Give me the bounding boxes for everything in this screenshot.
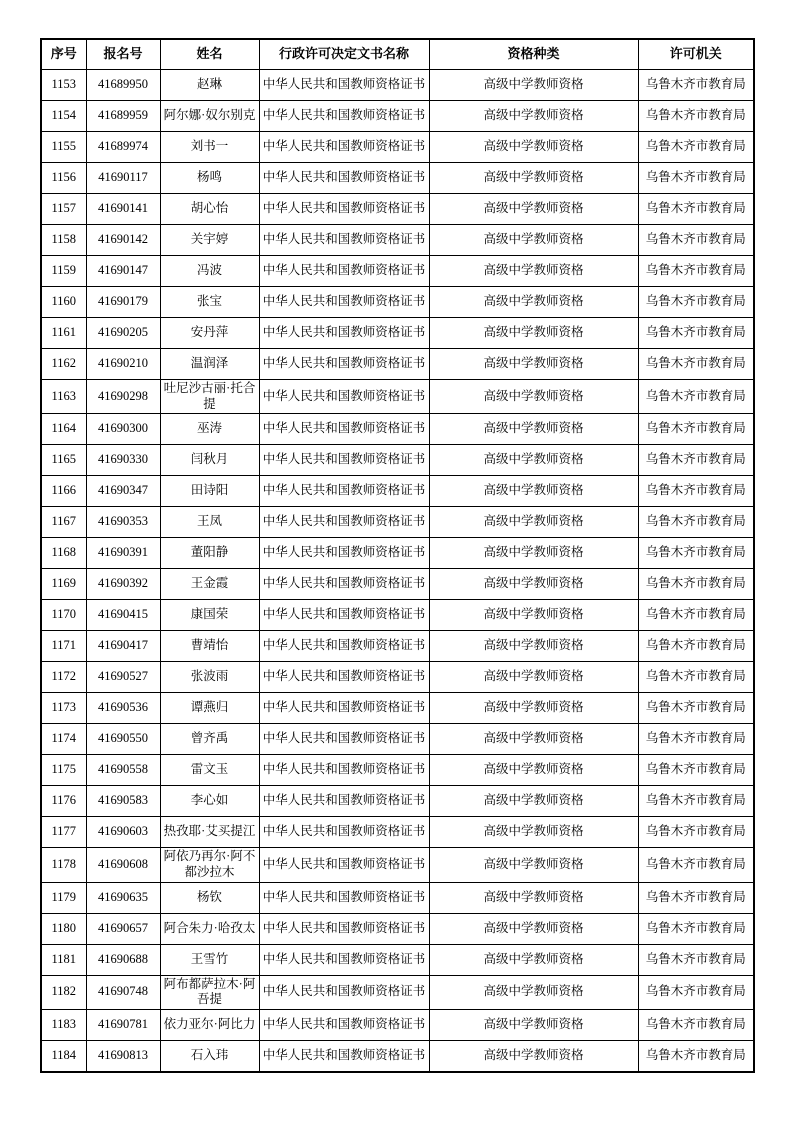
records-table [40,38,755,1073]
reg-cell: 41690179 [86,287,160,318]
type-cell: 高级中学教师资格 [429,1009,638,1040]
auth-cell: 乌鲁木齐市教育局 [638,817,754,848]
name-cell: 曹靖怡 [160,631,259,662]
type-cell: 高级中学教师资格 [429,724,638,755]
name-cell: 张波雨 [160,662,259,693]
type-cell: 高级中学教师资格 [429,225,638,256]
type-cell: 高级中学教师资格 [429,569,638,600]
doc-cell: 中华人民共和国教师资格证书 [259,600,429,631]
table-row [41,349,754,380]
auth-cell: 乌鲁木齐市教育局 [638,194,754,225]
name-cell: 董阳静 [160,538,259,569]
doc-cell: 中华人民共和国教师资格证书 [259,538,429,569]
auth-cell: 乌鲁木齐市教育局 [638,944,754,975]
auth-cell: 乌鲁木齐市教育局 [638,445,754,476]
name-cell: 巫涛 [160,414,259,445]
reg-cell: 41690392 [86,569,160,600]
type-cell: 高级中学教师资格 [429,944,638,975]
table-row [41,194,754,225]
table-row [41,817,754,848]
table-row [41,414,754,445]
auth-cell: 乌鲁木齐市教育局 [638,70,754,101]
table-row [41,693,754,724]
reg-cell: 41690391 [86,538,160,569]
reg-cell: 41690147 [86,256,160,287]
table-row [41,476,754,507]
seq-cell: 1174 [41,724,86,755]
table-row [41,163,754,194]
name-cell: 杨钦 [160,882,259,913]
name-cell: 闫秋月 [160,445,259,476]
reg-cell: 41690527 [86,662,160,693]
auth-cell: 乌鲁木齐市教育局 [638,569,754,600]
doc-cell: 中华人民共和国教师资格证书 [259,287,429,318]
seq-cell: 1156 [41,163,86,194]
col-type-header: 资格种类 [429,39,638,70]
doc-cell: 中华人民共和国教师资格证书 [259,693,429,724]
doc-cell: 中华人民共和国教师资格证书 [259,882,429,913]
seq-cell: 1161 [41,318,86,349]
auth-cell: 乌鲁木齐市教育局 [638,631,754,662]
auth-cell: 乌鲁木齐市教育局 [638,786,754,817]
doc-cell: 中华人民共和国教师资格证书 [259,662,429,693]
seq-cell: 1179 [41,882,86,913]
table-row [41,786,754,817]
auth-cell: 乌鲁木齐市教育局 [638,600,754,631]
auth-cell: 乌鲁木齐市教育局 [638,507,754,538]
name-cell: 关宇婷 [160,225,259,256]
seq-cell: 1172 [41,662,86,693]
type-cell: 高级中学教师资格 [429,786,638,817]
name-cell: 张宝 [160,287,259,318]
doc-cell: 中华人民共和国教师资格证书 [259,569,429,600]
type-cell: 高级中学教师资格 [429,817,638,848]
reg-cell: 41690141 [86,194,160,225]
auth-cell: 乌鲁木齐市教育局 [638,163,754,194]
col-reg-header: 报名号 [86,39,160,70]
table-row [41,755,754,786]
seq-cell: 1181 [41,944,86,975]
doc-cell: 中华人民共和国教师资格证书 [259,256,429,287]
doc-cell: 中华人民共和国教师资格证书 [259,913,429,944]
auth-cell: 乌鲁木齐市教育局 [638,349,754,380]
seq-cell: 1178 [41,848,86,882]
reg-cell: 41690298 [86,380,160,414]
name-cell: 王金霞 [160,569,259,600]
reg-cell: 41690603 [86,817,160,848]
type-cell: 高级中学教师资格 [429,975,638,1009]
reg-cell: 41690635 [86,882,160,913]
type-cell: 高级中学教师资格 [429,194,638,225]
table-row [41,132,754,163]
reg-cell: 41690353 [86,507,160,538]
auth-cell: 乌鲁木齐市教育局 [638,538,754,569]
doc-cell: 中华人民共和国教师资格证书 [259,349,429,380]
doc-cell: 中华人民共和国教师资格证书 [259,132,429,163]
name-cell: 康国荣 [160,600,259,631]
reg-cell: 41690583 [86,786,160,817]
reg-cell: 41690117 [86,163,160,194]
seq-cell: 1175 [41,755,86,786]
doc-cell: 中华人民共和国教师资格证书 [259,631,429,662]
doc-cell: 中华人民共和国教师资格证书 [259,975,429,1009]
table-row [41,380,754,414]
auth-cell: 乌鲁木齐市教育局 [638,882,754,913]
auth-cell: 乌鲁木齐市教育局 [638,755,754,786]
name-cell: 杨鸣 [160,163,259,194]
type-cell: 高级中学教师资格 [429,414,638,445]
reg-cell: 41690330 [86,445,160,476]
name-cell: 吐尼沙古丽·托合提 [160,380,259,414]
type-cell: 高级中学教师资格 [429,913,638,944]
auth-cell: 乌鲁木齐市教育局 [638,724,754,755]
type-cell: 高级中学教师资格 [429,882,638,913]
col-auth-header: 许可机关 [638,39,754,70]
name-cell: 阿尔娜·奴尔别克 [160,101,259,132]
reg-cell: 41690142 [86,225,160,256]
auth-cell: 乌鲁木齐市教育局 [638,101,754,132]
name-cell: 石入玮 [160,1040,259,1072]
reg-cell: 41690813 [86,1040,160,1072]
auth-cell: 乌鲁木齐市教育局 [638,848,754,882]
name-cell: 阿布都萨拉木·阿吾提 [160,975,259,1009]
auth-cell: 乌鲁木齐市教育局 [638,256,754,287]
doc-cell: 中华人民共和国教师资格证书 [259,101,429,132]
name-cell: 田诗阳 [160,476,259,507]
table-row [41,662,754,693]
col-seq-header: 序号 [41,39,86,70]
name-cell: 赵琳 [160,70,259,101]
type-cell: 高级中学教师资格 [429,287,638,318]
reg-cell: 41690210 [86,349,160,380]
auth-cell: 乌鲁木齐市教育局 [638,913,754,944]
name-cell: 安丹萍 [160,318,259,349]
seq-cell: 1171 [41,631,86,662]
type-cell: 高级中学教师资格 [429,600,638,631]
seq-cell: 1182 [41,975,86,1009]
name-cell: 温润泽 [160,349,259,380]
name-cell: 阿合朱力·哈孜太 [160,913,259,944]
name-cell: 冯波 [160,256,259,287]
table-row [41,1009,754,1040]
name-cell: 胡心怡 [160,194,259,225]
table-row [41,944,754,975]
table-header-row [41,39,754,70]
table-row [41,70,754,101]
doc-cell: 中华人民共和国教师资格证书 [259,318,429,349]
seq-cell: 1180 [41,913,86,944]
doc-cell: 中华人民共和国教师资格证书 [259,786,429,817]
name-cell: 谭燕归 [160,693,259,724]
type-cell: 高级中学教师资格 [429,662,638,693]
reg-cell: 41690688 [86,944,160,975]
table-row [41,538,754,569]
seq-cell: 1153 [41,70,86,101]
type-cell: 高级中学教师资格 [429,693,638,724]
type-cell: 高级中学教师资格 [429,848,638,882]
col-doc-header: 行政许可决定文书名称 [259,39,429,70]
doc-cell: 中华人民共和国教师资格证书 [259,163,429,194]
doc-cell: 中华人民共和国教师资格证书 [259,507,429,538]
doc-cell: 中华人民共和国教师资格证书 [259,194,429,225]
table-row [41,287,754,318]
doc-cell: 中华人民共和国教师资格证书 [259,476,429,507]
type-cell: 高级中学教师资格 [429,163,638,194]
reg-cell: 41690657 [86,913,160,944]
col-name-header: 姓名 [160,39,259,70]
seq-cell: 1173 [41,693,86,724]
auth-cell: 乌鲁木齐市教育局 [638,380,754,414]
seq-cell: 1168 [41,538,86,569]
doc-cell: 中华人民共和国教师资格证书 [259,445,429,476]
name-cell: 依力亚尔·阿比力 [160,1009,259,1040]
type-cell: 高级中学教师资格 [429,476,638,507]
doc-cell: 中华人民共和国教师资格证书 [259,724,429,755]
reg-cell: 41690558 [86,755,160,786]
seq-cell: 1162 [41,349,86,380]
auth-cell: 乌鲁木齐市教育局 [638,414,754,445]
doc-cell: 中华人民共和国教师资格证书 [259,225,429,256]
seq-cell: 1169 [41,569,86,600]
reg-cell: 41690781 [86,1009,160,1040]
seq-cell: 1158 [41,225,86,256]
table-row [41,1040,754,1072]
seq-cell: 1166 [41,476,86,507]
auth-cell: 乌鲁木齐市教育局 [638,225,754,256]
table-row [41,631,754,662]
reg-cell: 41690347 [86,476,160,507]
seq-cell: 1160 [41,287,86,318]
seq-cell: 1183 [41,1009,86,1040]
name-cell: 王雪竹 [160,944,259,975]
seq-cell: 1170 [41,600,86,631]
seq-cell: 1163 [41,380,86,414]
reg-cell: 41690748 [86,975,160,1009]
reg-cell: 41690415 [86,600,160,631]
name-cell: 热孜耶·艾买提江 [160,817,259,848]
type-cell: 高级中学教师资格 [429,132,638,163]
table-row [41,318,754,349]
doc-cell: 中华人民共和国教师资格证书 [259,1040,429,1072]
type-cell: 高级中学教师资格 [429,70,638,101]
table-row [41,724,754,755]
auth-cell: 乌鲁木齐市教育局 [638,476,754,507]
table-row [41,507,754,538]
reg-cell: 41690608 [86,848,160,882]
table-body [41,70,754,1072]
auth-cell: 乌鲁木齐市教育局 [638,662,754,693]
table-row [41,882,754,913]
auth-cell: 乌鲁木齐市教育局 [638,132,754,163]
name-cell: 李心如 [160,786,259,817]
reg-cell: 41689950 [86,70,160,101]
seq-cell: 1155 [41,132,86,163]
type-cell: 高级中学教师资格 [429,380,638,414]
auth-cell: 乌鲁木齐市教育局 [638,693,754,724]
type-cell: 高级中学教师资格 [429,507,638,538]
table-row [41,975,754,1009]
auth-cell: 乌鲁木齐市教育局 [638,1009,754,1040]
table-row [41,101,754,132]
auth-cell: 乌鲁木齐市教育局 [638,1040,754,1072]
seq-cell: 1167 [41,507,86,538]
table-row [41,600,754,631]
name-cell: 刘书一 [160,132,259,163]
name-cell: 曾齐禹 [160,724,259,755]
type-cell: 高级中学教师资格 [429,256,638,287]
reg-cell: 41690205 [86,318,160,349]
doc-cell: 中华人民共和国教师资格证书 [259,1009,429,1040]
reg-cell: 41690550 [86,724,160,755]
seq-cell: 1164 [41,414,86,445]
type-cell: 高级中学教师资格 [429,538,638,569]
doc-cell: 中华人民共和国教师资格证书 [259,848,429,882]
type-cell: 高级中学教师资格 [429,631,638,662]
name-cell: 王凤 [160,507,259,538]
seq-cell: 1159 [41,256,86,287]
reg-cell: 41690417 [86,631,160,662]
seq-cell: 1184 [41,1040,86,1072]
table-row [41,569,754,600]
reg-cell: 41689959 [86,101,160,132]
table-row [41,913,754,944]
reg-cell: 41690300 [86,414,160,445]
doc-cell: 中华人民共和国教师资格证书 [259,380,429,414]
seq-cell: 1157 [41,194,86,225]
seq-cell: 1177 [41,817,86,848]
seq-cell: 1165 [41,445,86,476]
doc-cell: 中华人民共和国教师资格证书 [259,70,429,101]
table-row [41,848,754,882]
table-row [41,225,754,256]
type-cell: 高级中学教师资格 [429,755,638,786]
seq-cell: 1176 [41,786,86,817]
type-cell: 高级中学教师资格 [429,349,638,380]
type-cell: 高级中学教师资格 [429,445,638,476]
auth-cell: 乌鲁木齐市教育局 [638,287,754,318]
reg-cell: 41690536 [86,693,160,724]
table-row [41,256,754,287]
doc-cell: 中华人民共和国教师资格证书 [259,755,429,786]
seq-cell: 1154 [41,101,86,132]
name-cell: 雷文玉 [160,755,259,786]
doc-cell: 中华人民共和国教师资格证书 [259,944,429,975]
table-row [41,445,754,476]
name-cell: 阿依乃再尔·阿不都沙拉木 [160,848,259,882]
type-cell: 高级中学教师资格 [429,101,638,132]
doc-cell: 中华人民共和国教师资格证书 [259,414,429,445]
reg-cell: 41689974 [86,132,160,163]
auth-cell: 乌鲁木齐市教育局 [638,975,754,1009]
type-cell: 高级中学教师资格 [429,1040,638,1072]
auth-cell: 乌鲁木齐市教育局 [638,318,754,349]
type-cell: 高级中学教师资格 [429,318,638,349]
doc-cell: 中华人民共和国教师资格证书 [259,817,429,848]
